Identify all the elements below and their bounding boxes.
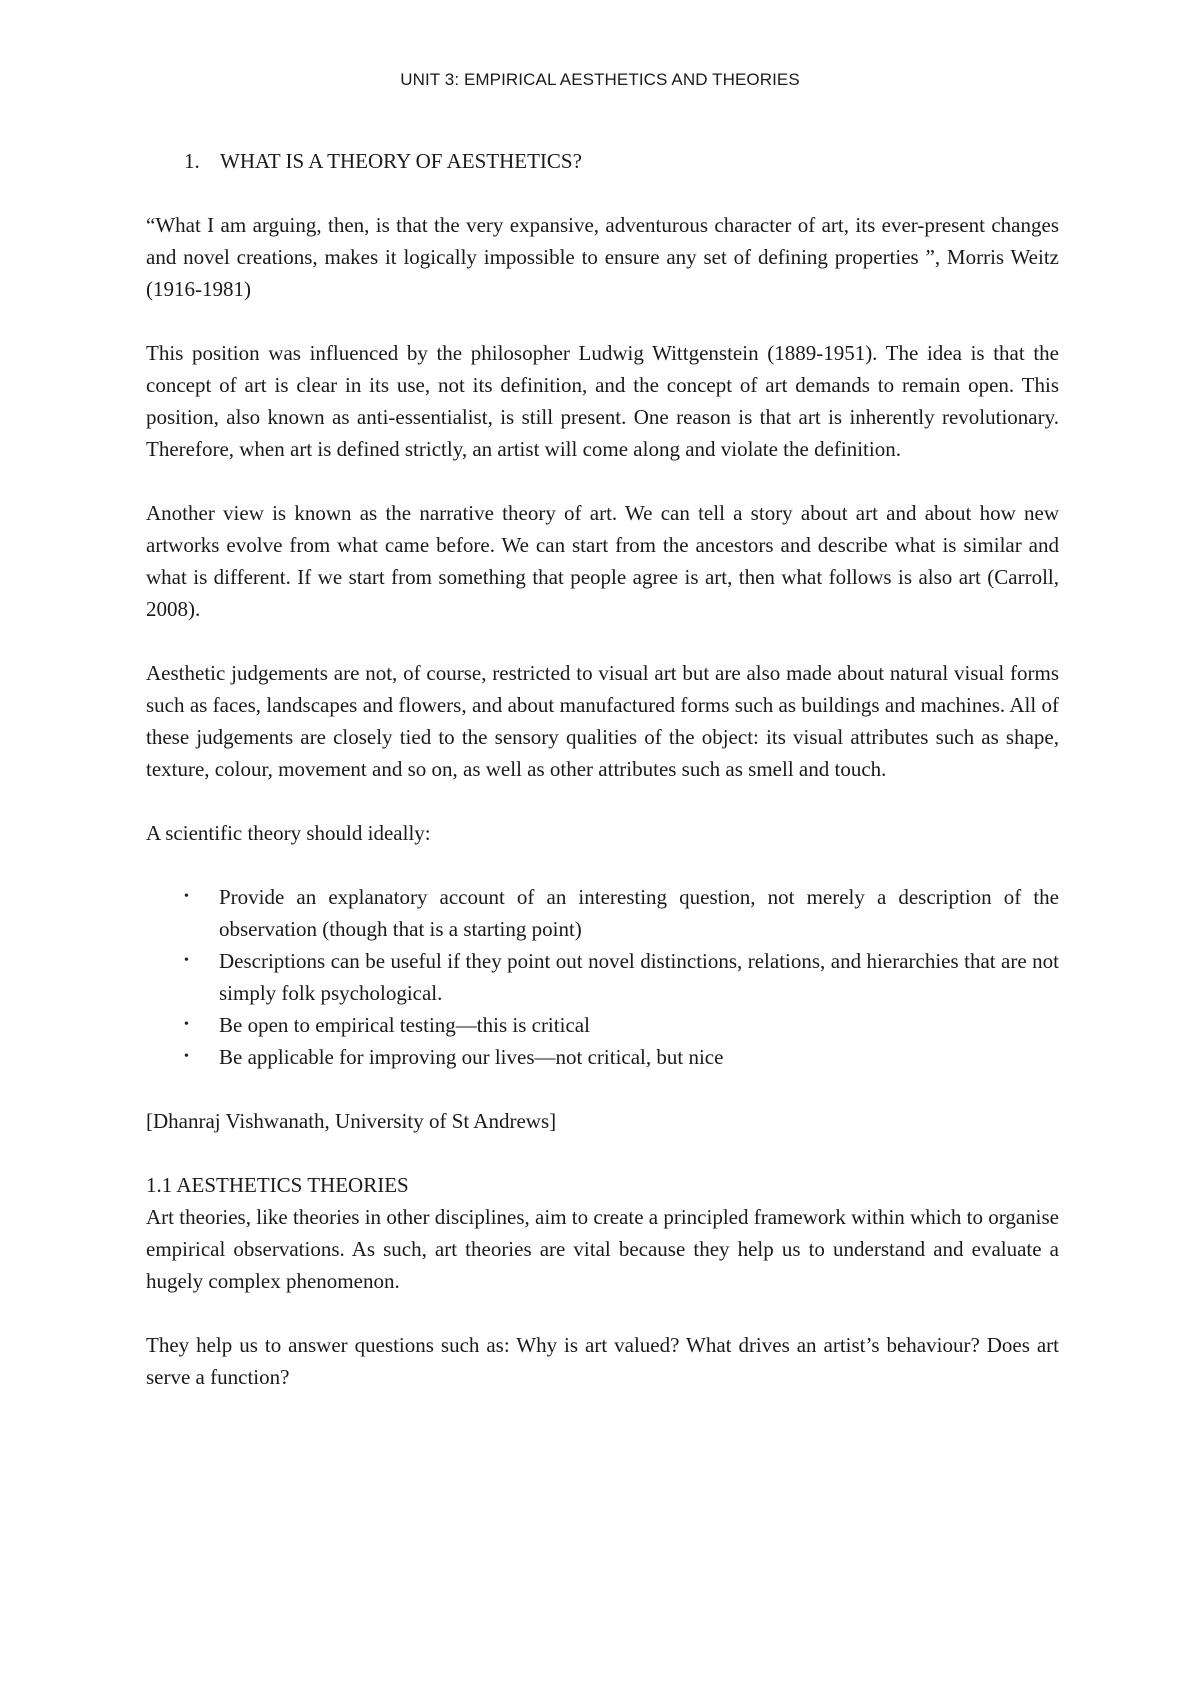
list-item <box>146 1009 1059 1041</box>
art-theories-paragraph: Art theories, like theories in other disciplines, aim to create a principled framework within which to organise empirical observations. As such, art theories are vital because they help us to understand and evaluate a hugely complex phenomenon. <box>146 1205 1059 1293</box>
list-item <box>146 945 1059 1009</box>
section-1-number: 1. <box>184 149 200 173</box>
bullet-marker: • <box>184 1017 189 1032</box>
bullet-marker: • <box>184 953 189 968</box>
document-body <box>146 145 1059 1393</box>
attribution: [Dhanraj Vishwanath, University of St Andrews] <box>146 1109 557 1133</box>
wittgenstein-paragraph: This position was influenced by the philosopher Ludwig Wittgenstein (1889-1951). The idea is that the concept of art is clear in its use, not its definition, and the concept of art demands to remain open. This position, also known as anti-essentialist, is still present. One reason is that art is inherently revolutionary. Therefore, when art is defined strictly, an artist will come along and violate the definition. <box>146 341 1059 461</box>
list-item-text: Be open to empirical testing—this is critical <box>219 1013 590 1037</box>
list-item-text: Descriptions can be useful if they point out novel distinctions, relations, and hierarchies that are not simply folk psychological. <box>219 949 1059 1005</box>
weitz-quote: “What I am arguing, then, is that the very expansive, adventurous character of art, its ever-present changes and novel creations, makes it logically impossible to ensure any set of defining properties ”, Morris Weitz (1916-1981) <box>146 213 1059 301</box>
list-item-text: Provide an explanatory account of an interesting question, not merely a description of the observation (though that is a starting point) <box>219 885 1059 941</box>
list-item-text: Be applicable for improving our lives—not critical, but nice <box>219 1045 724 1069</box>
section-1-1-heading: 1.1 AESTHETICS THEORIES <box>146 1173 409 1197</box>
narrative-theory-paragraph: Another view is known as the narrative theory of art. We can tell a story about art and about how new artworks evolve from what came before. We can start from the ancestors and describe what is similar and what is different. If we start from something that people agree is art, then what follows is also art (Carroll, 2008). <box>146 501 1059 621</box>
list-item <box>146 881 1059 945</box>
scientific-theory-list <box>146 881 1059 1073</box>
bullet-marker: • <box>184 1049 189 1064</box>
questions-paragraph: They help us to answer questions such as: Why is art valued? What drives an artist’s behaviour? Does art serve a function? <box>146 1333 1059 1389</box>
bullet-marker: • <box>184 889 189 904</box>
running-header: UNIT 3: EMPIRICAL AESTHETICS AND THEORIES <box>400 70 800 89</box>
aesthetic-judgements-paragraph: Aesthetic judgements are not, of course, restricted to visual art but are also made about natural visual forms such as faces, landscapes and flowers, and about manufactured forms such as buildings and machines. All of these judgements are closely tied to the sensory qualities of the object: its visual attributes such as shape, texture, colour, movement and so on, as well as other attributes such as smell and touch. <box>146 661 1059 781</box>
section-1-title: WHAT IS A THEORY OF AESTHETICS? <box>220 149 582 173</box>
list-item <box>146 1041 1059 1073</box>
scientific-theory-intro: A scientific theory should ideally: <box>146 821 431 845</box>
section-1-heading <box>184 145 1059 177</box>
